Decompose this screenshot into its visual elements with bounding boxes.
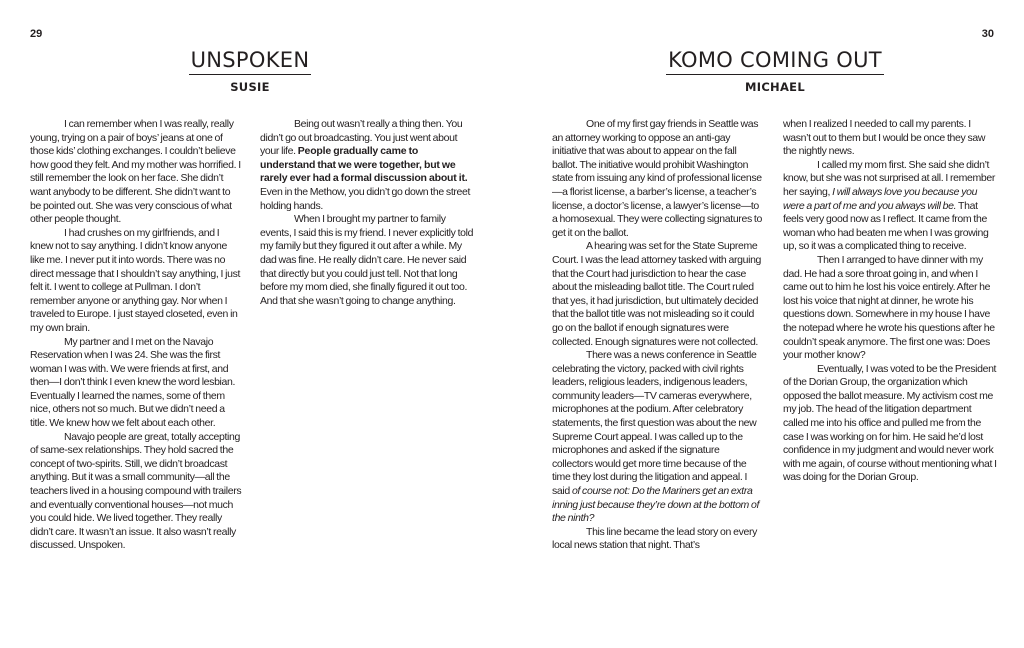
paragraph: This line became the lead story on every local news station that night. That’s <box>552 525 758 552</box>
italic-quote: of course not: Do the Mariners get an extra inning just because they’re down at the bottom of the ninth? <box>552 485 760 525</box>
text-run: That feels very good now as I reflect. It came from the woman who had beaten me when I was growing up, so it was a complicated thing to receive. <box>783 199 989 253</box>
paragraph: Then I arranged to have dinner with my dad. He had a sore throat going in, and when I came out to him he lost his voice entirely. After he lost his voice that night at dinner, he wrote his questions down. Somewhere in my house I have the notepad where he wrote his questions after he couldn’t speak anymore. The first one was: Does your mother know? <box>783 253 995 362</box>
text-run: There was a news conference in Seattle celebrating the victory, packed with civil rights leaders, religious leaders, indigenous leaders, community leaders—TV cameras everywhere, microphones at the podium. After celebratory statements, the first question was about the new Supreme Court appeal. I was called up to the microphones and asked if the signature collectors would get more time because of the time they lost during the litigation and appeal. I said <box>552 349 757 498</box>
paragraph: My partner and I met on the Navajo Reservation when I was 24. She was the first woman I was with. We were friends at first, and then—I don’t think I even knew the word lesbian. Eventually I learned the names, some of them nice, others not so much. But we didn’t need a title. We knew how we felt about each other. <box>30 335 236 430</box>
text-run: Being out wasn’t really a thing then. You didn’t go out broadcasting. You just went about your life. <box>260 118 463 158</box>
paragraph: One of my first gay friends in Seattle was an attorney working to oppose an anti-gay initiative that was about to appear on the fall ballot. The initiative would prohibit Washington state from issuing any kind of professional license—a florist license, a barber’s license, a teacher’s license, a doctor’s license, a lawyer’s license—to a homosexual. They were collecting signatures to get it on the ballot. <box>552 118 762 239</box>
text-column-4 <box>783 118 998 485</box>
paragraph: I can remember when I was really, really young, trying on a pair of boys’ jeans at one of those kids’ clothing exchanges. I couldn’t believe how good they felt. And my mother was horrified. I still remember the look on her face. She didn’t want anybody to be different. She didn’t want to be pointed out. She was very conscious of what other people thought. <box>30 118 241 226</box>
story-author: SUSIE <box>230 80 270 94</box>
text-run: Even in the Methow, you didn’t go down the street holding hands. <box>260 185 471 212</box>
paragraph: I had crushes on my girlfriends, and I knew not to say anything. I didn’t know anyone like me. I never put it into words. There was no direct message that I shouldn’t say anything, I just felt it. I went to college at Pullman. I don’t remember anyone or anything gay. Nor when I traveled to Europe. I just stayed closeted, even in my own brain. <box>30 226 241 334</box>
paragraph-continued: when I realized I needed to call my parents. I wasn’t out to them but I would be once they saw the nightly news. <box>783 118 986 158</box>
story-heading-right <box>640 46 910 94</box>
paragraph: A hearing was set for the State Supreme Court. I was the lead attorney tasked with arguing that the Court had jurisdiction to hear the case about the misleading ballot title. The Court ruled that yes, it had jurisdiction, but ultimately decided that the ballot title was not misleading so it could go on the ballot if enough signatures were collected. Enough signatures were not collected. <box>552 240 762 348</box>
pull-quote-bold: People gradually came to understand that we were together, but we rarely ever had a formal discussion about it. <box>260 145 468 185</box>
paragraph: When I brought my partner to family events, I said this is my friend. I never explicitly told my family but they figured it out after a while. My dad was fine. He really didn’t care. He never said that directly but you could just tell. Not that long before my mom died, she finally figured it out too. And that she wasn’t going to change anything. <box>260 213 474 307</box>
text-column-3 <box>552 118 762 553</box>
paragraph <box>260 118 475 213</box>
italic-quote: I will always love you because you were a part of me and you always will be. <box>783 185 978 212</box>
page-number-right: 30 <box>981 28 994 40</box>
paragraph <box>552 349 762 526</box>
text-column-1 <box>30 118 242 553</box>
paragraph <box>783 159 998 254</box>
text-column-2 <box>260 118 475 308</box>
paragraph: Navajo people are great, totally accepting of same-sex relationships. They hold sacred the concept of two-spirits. Still, we didn’t broadcast anything. But it was a small community—all the teachers lived in a housing compound with trailers and eventually conventional houses—not much you could hide. We lived together. They really didn’t care. It wasn’t an issue. It also wasn’t really discussed. Unspoken. <box>30 430 242 552</box>
page-number-left: 29 <box>30 28 43 40</box>
story-author: MICHAEL <box>745 80 805 94</box>
text-run: I called my mom first. She said she didn’t know, but she was not surprised at all. I remember her saying, <box>783 158 996 198</box>
story-heading-left <box>150 46 350 94</box>
paragraph: Eventually, I was voted to be the President of the Dorian Group, the organization which opposed the ballot measure. My activism cost me my job. The head of the litigation department called me into his office and pulled me from the case I was working on for him. He said he’d lost confidence in my judgment and would never work with me again, of course without mentioning what I was doing for the Dorian Group. <box>783 362 997 484</box>
story-title: KOMO COMING OUT <box>666 46 884 75</box>
story-title: UNSPOKEN <box>189 46 312 75</box>
